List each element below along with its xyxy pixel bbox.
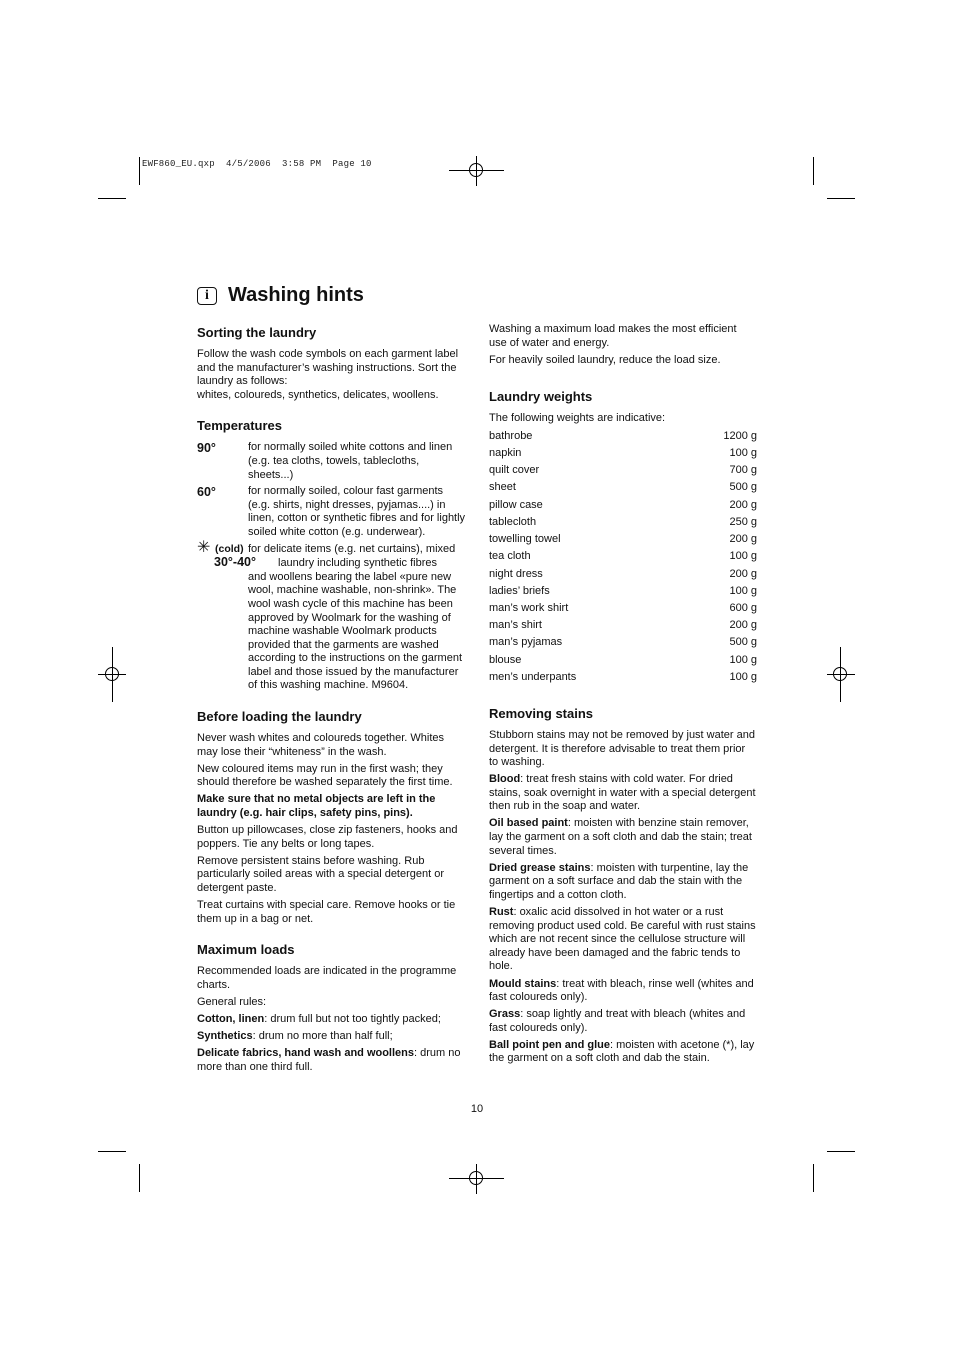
temperature-description: for normally soiled, colour fast garments (e.g. shirts, night dresses, pyjamas....) in linen, cotton or synthetic fibres and for lightly soiled white cotton (e.g. underwear).: [248, 485, 466, 538]
stain-type: Oil based paint: [489, 817, 568, 830]
crop-mark: [139, 157, 140, 185]
temperature-label: 60°: [197, 485, 216, 500]
weight-item-name: bathrobe: [489, 429, 533, 442]
weight-item-name: napkin: [489, 447, 522, 460]
section-before-loading: [197, 709, 467, 926]
weight-item-value: 700 g: [729, 464, 757, 477]
paragraph: Remove persistent stains before washing. Rub particularly soiled areas with a special detergent or detergent paste.: [197, 854, 445, 894]
crop-mark: [98, 198, 126, 199]
weight-row: [489, 548, 757, 565]
rule-item: Cotton, linen: drum full but not too tightly packed;: [197, 1013, 441, 1026]
stain-item: [489, 817, 757, 858]
weight-item-name: tablecloth: [489, 515, 537, 528]
temperature-description: laundry including synthetic fibres: [278, 557, 437, 570]
stain-treatment: : oxalic acid dissolved in hot water or a rust removing product used cold. Be careful with rust stains which are not recent since the cellulose structure will already have been damaged and the fabric tends to hole.: [489, 906, 756, 973]
stain-type: Blood: [489, 773, 521, 786]
weight-row: [489, 652, 757, 669]
stain-treatment: : moisten with acetone (*), lay the garment on a soft cloth and dab the stain.: [489, 1038, 755, 1065]
weight-row: [489, 497, 757, 514]
temperature-description: and woollens bearing the label «pure new wool, machine washable, non-shrink». The wool wash cycle of this machine has been approved by Woolmark for the washing of machine washable Woolmark products provided that the garments are washed according to the instructions on the garment label and those issued by the manufacturer of this washing machine. M9604.: [248, 570, 463, 692]
weight-item-name: sheet: [489, 481, 516, 494]
stain-treatment: : treat fresh stains with cold water. For dried stains, soak overnight in water with a special detergent then rub in the soap and water.: [489, 773, 756, 813]
weight-row: [489, 669, 757, 686]
info-icon: i: [197, 287, 217, 305]
weight-item-name: man’s work shirt: [489, 601, 569, 614]
weight-item-value: 200 g: [729, 533, 757, 546]
weight-item-value: 200 g: [729, 619, 757, 632]
paragraph: Never wash whites and coloureds together. Whites may lose their “whiteness” in the wash.: [197, 732, 445, 758]
weight-item-value: 100 g: [729, 550, 757, 563]
stain-item: [489, 1039, 757, 1066]
right-column: [489, 323, 757, 1082]
section-sorting: [197, 325, 467, 402]
weight-row: [489, 531, 757, 548]
weight-item-value: 100 g: [729, 670, 757, 683]
paragraph: General rules:: [197, 995, 267, 1008]
weight-item-name: quilt cover: [489, 464, 540, 477]
rule-item: Synthetics: drum no more than half full;: [197, 1030, 393, 1043]
weight-item-value: 1200 g: [723, 429, 757, 442]
temperature-cold: [197, 538, 467, 694]
stain-item: [489, 862, 757, 903]
weight-item-name: ladies’ briefs: [489, 584, 550, 597]
warning-paragraph: Make sure that no metal objects are left in the laundry (e.g. hair clips, safety pins, pins).: [197, 793, 436, 820]
crop-mark: [827, 1151, 855, 1152]
temperature-range: 30°-40°: [214, 555, 256, 570]
section-load-intro: [489, 323, 757, 367]
weight-item-name: blouse: [489, 653, 522, 666]
cold-label: (cold): [215, 542, 244, 555]
weight-item-value: 200 g: [729, 567, 757, 580]
paragraph: New coloured items may run in the first wash; they should therefore be washed separately the first time.: [197, 762, 453, 789]
section-heading: Maximum loads: [197, 942, 295, 958]
stain-treatment: : moisten with benzine stain remover, lay the garment on a soft cloth and dab the stain; treat several times.: [489, 817, 752, 857]
weight-item-name: man’s shirt: [489, 619, 542, 632]
stain-item: [489, 906, 757, 974]
weight-item-name: tea cloth: [489, 550, 531, 563]
stains-list: [489, 773, 757, 1066]
weight-item-name: pillow case: [489, 498, 543, 511]
print-slug: EWF860_EU.qxp 4/5/2006 3:58 PM Page 10: [142, 159, 372, 169]
weight-item-value: 100 g: [729, 653, 757, 666]
weight-row: [489, 600, 757, 617]
weight-row: [489, 514, 757, 531]
stain-item: [489, 773, 757, 814]
paragraph: Follow the wash code symbols on each garment label and the manufacturer’s washing instructions. Sort the laundry as follows:: [197, 348, 459, 388]
weight-item-name: night dress: [489, 567, 543, 580]
weight-item-value: 100 g: [729, 447, 757, 460]
crop-mark: [139, 1164, 140, 1192]
weight-item-name: towelling towel: [489, 533, 561, 546]
weight-row: [489, 566, 757, 583]
weight-row: [489, 634, 757, 651]
paragraph: For heavily soiled laundry, reduce the load size.: [489, 353, 721, 366]
stain-item: [489, 978, 757, 1005]
weight-item-value: 600 g: [729, 601, 757, 614]
stain-treatment: : treat with bleach, rinse well (whites and fast coloureds only).: [489, 977, 754, 1004]
crop-mark: [813, 157, 814, 185]
section-heading: Before loading the laundry: [197, 709, 362, 725]
temperature-label: 90°: [197, 441, 216, 456]
section-laundry-weights: [489, 389, 757, 686]
paragraph: The following weights are indicative:: [489, 412, 666, 425]
section-heading: Removing stains: [489, 705, 594, 721]
section-heading: Sorting the laundry: [197, 325, 317, 340]
weight-item-name: man’s pyjamas: [489, 636, 563, 649]
weight-item-name: men’s underpants: [489, 670, 577, 683]
paragraph: whites, coloureds, synthetics, delicates, woollens.: [197, 388, 439, 401]
weight-row: [489, 445, 757, 462]
rule-item: Delicate fabrics, hand wash and woollens: drum no more than one third full.: [197, 1047, 461, 1073]
weight-row: [489, 617, 757, 634]
page-header: [197, 284, 364, 307]
left-column: [197, 325, 467, 1090]
weight-item-value: 500 g: [729, 481, 757, 494]
stain-treatment: : moisten with turpentine, lay the garment on a soft surface and dab the stain with the fingertips and a cotton cloth.: [489, 861, 749, 901]
stain-type: Mould stains: [489, 977, 557, 990]
paragraph: Treat curtains with special care. Remove hooks or tie them up in a bag or net.: [197, 899, 456, 925]
stain-type: Dried grease stains: [489, 861, 591, 874]
weight-item-value: 250 g: [729, 515, 757, 528]
temperature-60: [197, 485, 467, 539]
page-title: Washing hints: [228, 284, 364, 306]
section-heading: Laundry weights: [489, 389, 593, 405]
stain-treatment: : soap lightly and treat with bleach (whites and fast coloureds only).: [489, 1008, 746, 1034]
crop-mark: [813, 1164, 814, 1192]
stain-type: Grass: [489, 1008, 521, 1021]
weight-item-value: 200 g: [729, 498, 757, 511]
weight-row: [489, 462, 757, 479]
section-removing-stains: [489, 706, 757, 1066]
page-number: 10: [470, 1103, 484, 1115]
stain-type: Rust: [489, 906, 514, 919]
weight-row: [489, 428, 757, 445]
section-heading: Temperatures: [197, 418, 283, 434]
crop-mark: [827, 198, 855, 199]
paragraph: Recommended loads are indicated in the programme charts.: [197, 965, 457, 991]
weights-table: [489, 428, 757, 686]
paragraph: Button up pillowcases, close zip fasteners, hooks and poppers. Tie any belts or long tapes.: [197, 824, 458, 850]
weight-row: [489, 479, 757, 496]
section-temperatures: [197, 418, 467, 693]
temperature-description: for normally soiled white cottons and linen (e.g. tea cloths, towels, tablecloths, sheets...): [248, 441, 453, 481]
snowflake-icon: ✳: [197, 538, 211, 556]
stain-item: [489, 1008, 757, 1035]
paragraph: Stubborn stains may not be removed by just water and detergent. It is therefore advisable to treat them prior to washing.: [489, 728, 755, 769]
stain-type: Ball point pen and glue: [489, 1038, 610, 1051]
temperature-description: for delicate items (e.g. net curtains), mixed: [248, 542, 456, 555]
paragraph: Washing a maximum load makes the most efficient use of water and energy.: [489, 323, 737, 349]
section-maximum-loads: [197, 942, 467, 1074]
weight-row: [489, 583, 757, 600]
crop-mark: [98, 1151, 126, 1152]
weight-item-value: 100 g: [729, 584, 757, 597]
temperature-90: [197, 441, 467, 482]
weight-item-value: 500 g: [729, 636, 757, 649]
